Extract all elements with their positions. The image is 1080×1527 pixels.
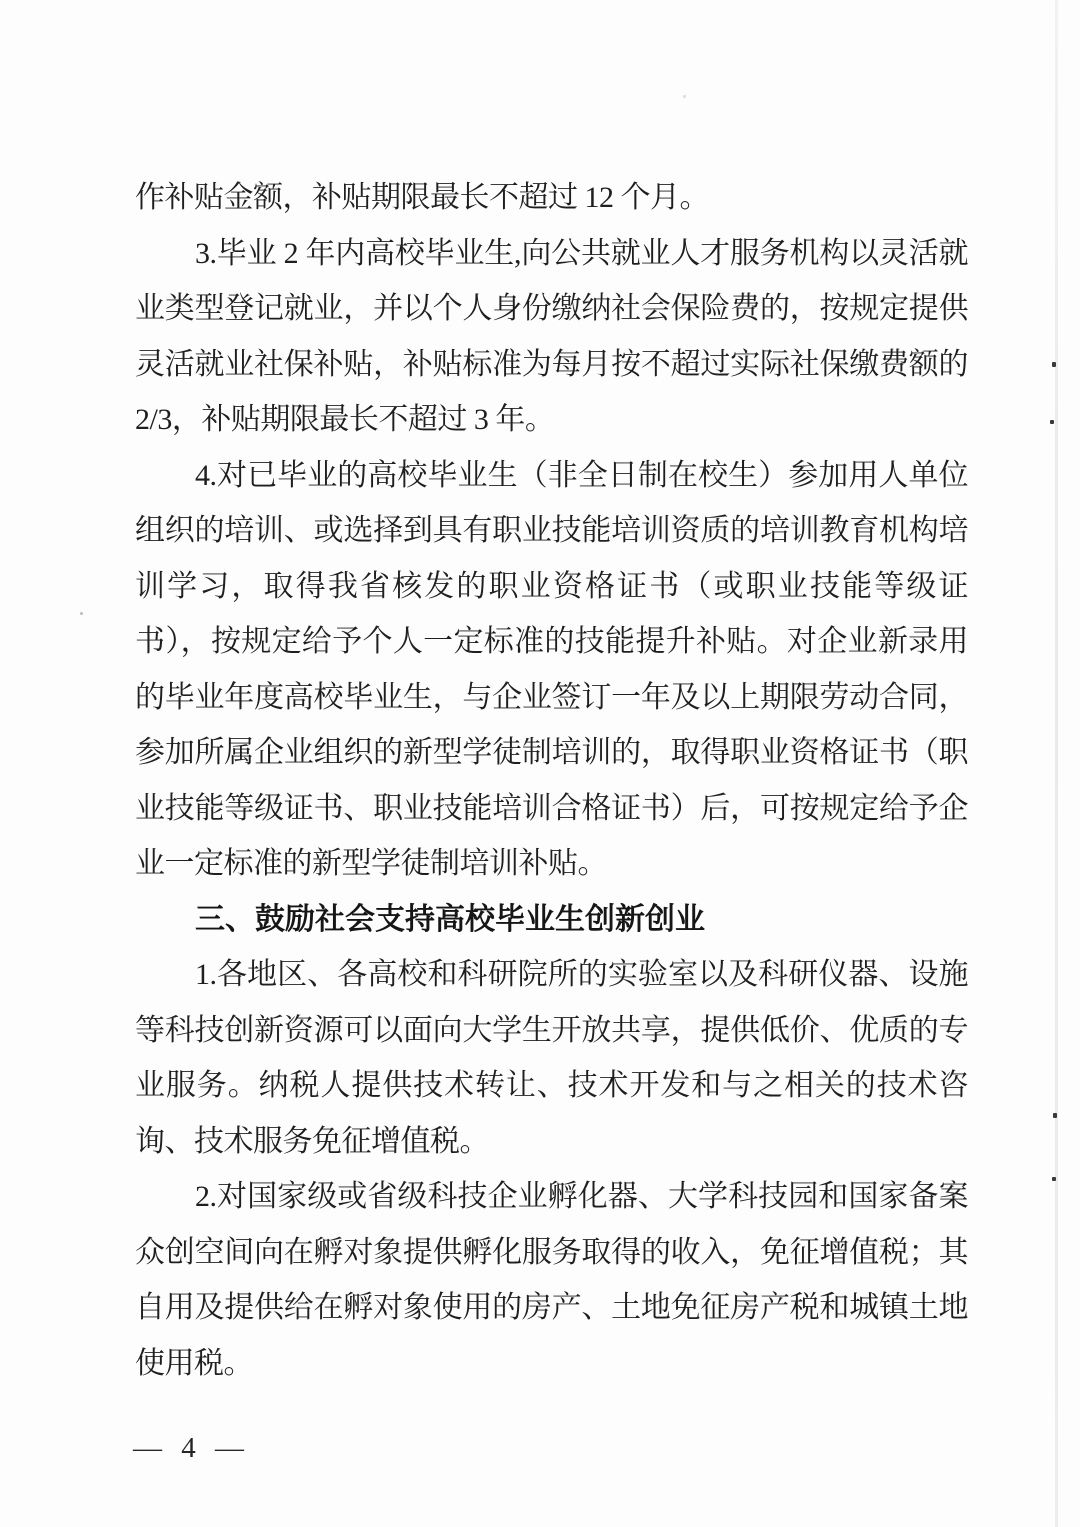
paragraph-item-1: 1.各地区、各高校和科研院所的实验室以及科研仪器、设施等科技创新资源可以面向大学生开放共享，提供低价、优质的专业服务。纳税人提供技术转让、技术开发和与之相关的技术咨询、技术服务免征增值税。 xyxy=(135,958,968,1158)
scan-speck xyxy=(1050,420,1054,424)
scan-speck xyxy=(1052,1177,1056,1181)
paragraph-item-4: 4.对已毕业的高校毕业生（非全日制在校生）参加用人单位组织的培训、或选择到具有职业技能培训资质的培训教育机构培训学习，取得我省核发的职业资格证书（或职业技能等级证书），按规定给予个人一定标准的技能提升补贴。对企业新录用的毕业年度高校毕业生，与企业签订一年及以上期限劳动合同，参加所属企业组织的新型学徒制培训的，取得职业资格证书（职业技能等级证书、职业技能培训合格证书）后，可按规定给予企业一定标准的新型学徒制培训补贴。 xyxy=(135,458,968,880)
paragraph-item-2: 2.对国家级或省级科技企业孵化器、大学科技园和国家备案众创空间向在孵对象提供孵化服务取得的收入，免征增值税；其自用及提供给在孵对象使用的房产、土地免征房产税和城镇土地使用税。 xyxy=(135,1180,968,1380)
scan-speck xyxy=(1053,1113,1057,1118)
section-heading: 三、鼓励社会支持高校毕业生创新创业 xyxy=(195,902,705,936)
scan-edge-line xyxy=(1055,0,1058,1527)
scan-speck xyxy=(1052,362,1056,367)
paragraph-item-3: 3.毕业 2 年内高校毕业生,向公共就业人才服务机构以灵活就业类型登记就业，并以个人身份缴纳社会保险费的，按规定提供灵活就业社保补贴，补贴标准为每月按不超过实际社保缴费额的 2/3，补贴期限最长不超过 3 年。 xyxy=(135,236,968,436)
page-number: — 4 — xyxy=(133,1432,250,1464)
paragraph-continuation: 作补贴金额，补贴期限最长不超过 12 个月。 xyxy=(135,181,709,214)
document-content xyxy=(135,170,968,1391)
scan-speck xyxy=(683,95,686,98)
scan-speck xyxy=(80,612,83,615)
